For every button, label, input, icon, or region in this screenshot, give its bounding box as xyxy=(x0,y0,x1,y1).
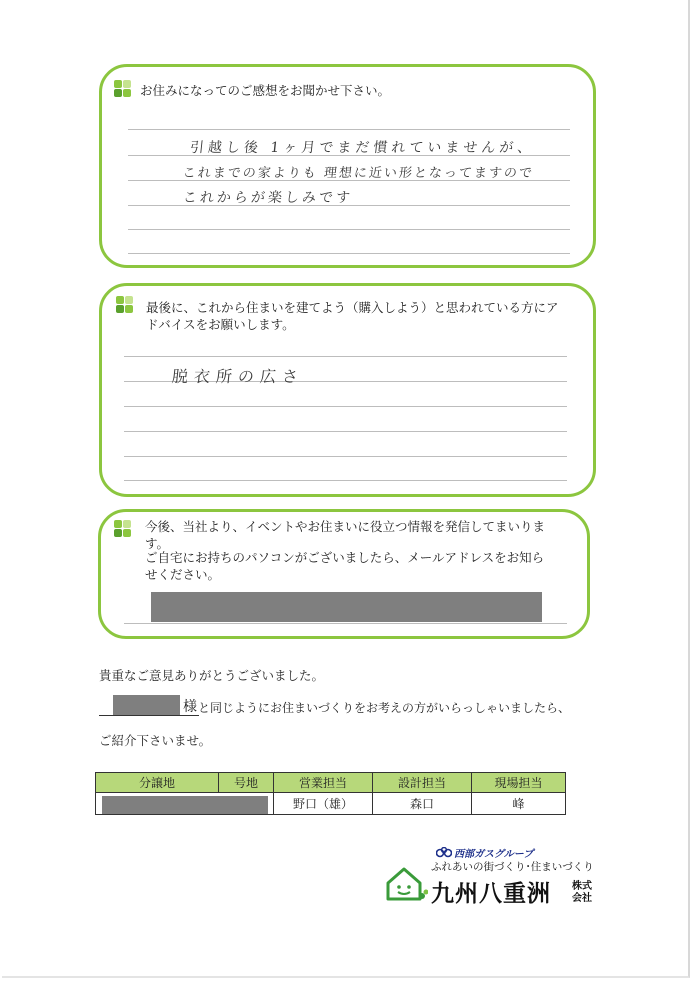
group-name: 西部ガスグループ xyxy=(454,849,534,860)
email-notice-line2: ご自宅にお持ちのパソコンがございましたら、メールアドレスをお知らせください。 xyxy=(145,550,545,582)
impression-question: お住みになってのご感想をお聞かせ下さい。 xyxy=(140,83,391,98)
handwritten-answer: 脱衣所の広さ xyxy=(170,367,305,386)
col-header: 号地 xyxy=(219,773,274,793)
col-header: 設計担当 xyxy=(373,773,472,793)
referral-line1: と同じようにお住まいづくりをお考えの方がいらっしゃいましたら、 xyxy=(198,701,571,715)
answer-rule xyxy=(128,129,570,130)
company-logo xyxy=(384,845,599,907)
company-name: 九州八重洲 xyxy=(431,881,551,907)
answer-rule xyxy=(124,406,567,407)
staff-table xyxy=(95,772,566,815)
logo-tagline: ふれあいの街づくり･住まいづくり xyxy=(431,861,594,873)
handwritten-answer: 引越し後 1ヶ月でまだ慣れていませんが、 xyxy=(189,140,537,156)
house-clover-icon xyxy=(384,863,428,903)
email-notice-line1: 今後、当社より、イベントやお住まいに役立つ情報を発信してまいります。 xyxy=(145,519,546,551)
answer-rule xyxy=(128,253,570,254)
thanks-text: 貴重なご意見ありがとうございました。 xyxy=(99,668,325,683)
handwritten-answer: これからが楽しみです xyxy=(182,190,354,206)
bullet-icon xyxy=(114,80,132,98)
redacted-lot-cell xyxy=(96,793,274,815)
sales-staff-cell: 野口（雄） xyxy=(274,793,373,815)
col-header: 営業担当 xyxy=(274,773,373,793)
table-header-row xyxy=(96,773,566,793)
company-suffix-bottom: 会社 xyxy=(572,893,592,904)
redacted-lot xyxy=(102,796,268,814)
answer-rule xyxy=(124,456,567,457)
company-suffix-top: 株式 xyxy=(572,881,592,892)
design-staff-cell: 森口 xyxy=(373,793,472,815)
answer-rule xyxy=(124,356,567,357)
bullet-icon xyxy=(116,296,134,314)
handwritten-answer: これまでの家よりも 理想に近い形となってますので xyxy=(182,166,535,181)
saibu-gas-mark-icon xyxy=(436,847,452,859)
col-header: 分譲地 xyxy=(96,773,219,793)
answer-rule xyxy=(124,480,567,481)
referral-line2: ご紹介下さいませ。 xyxy=(99,733,212,748)
table-row xyxy=(96,793,566,815)
redacted-email xyxy=(151,592,542,622)
col-header: 現場担当 xyxy=(472,773,566,793)
redacted-customer-name xyxy=(113,695,180,715)
answer-rule xyxy=(124,623,567,624)
bullet-icon xyxy=(114,520,132,538)
advice-question: 最後に、これから住まいを建てよう（購入しよう）と思われている方にアドバイスをお願いします。 xyxy=(146,300,559,332)
honorific-sama: 様 xyxy=(183,699,197,715)
site-staff-cell: 峰 xyxy=(472,793,566,815)
answer-rule xyxy=(124,431,567,432)
answer-rule xyxy=(128,229,570,230)
